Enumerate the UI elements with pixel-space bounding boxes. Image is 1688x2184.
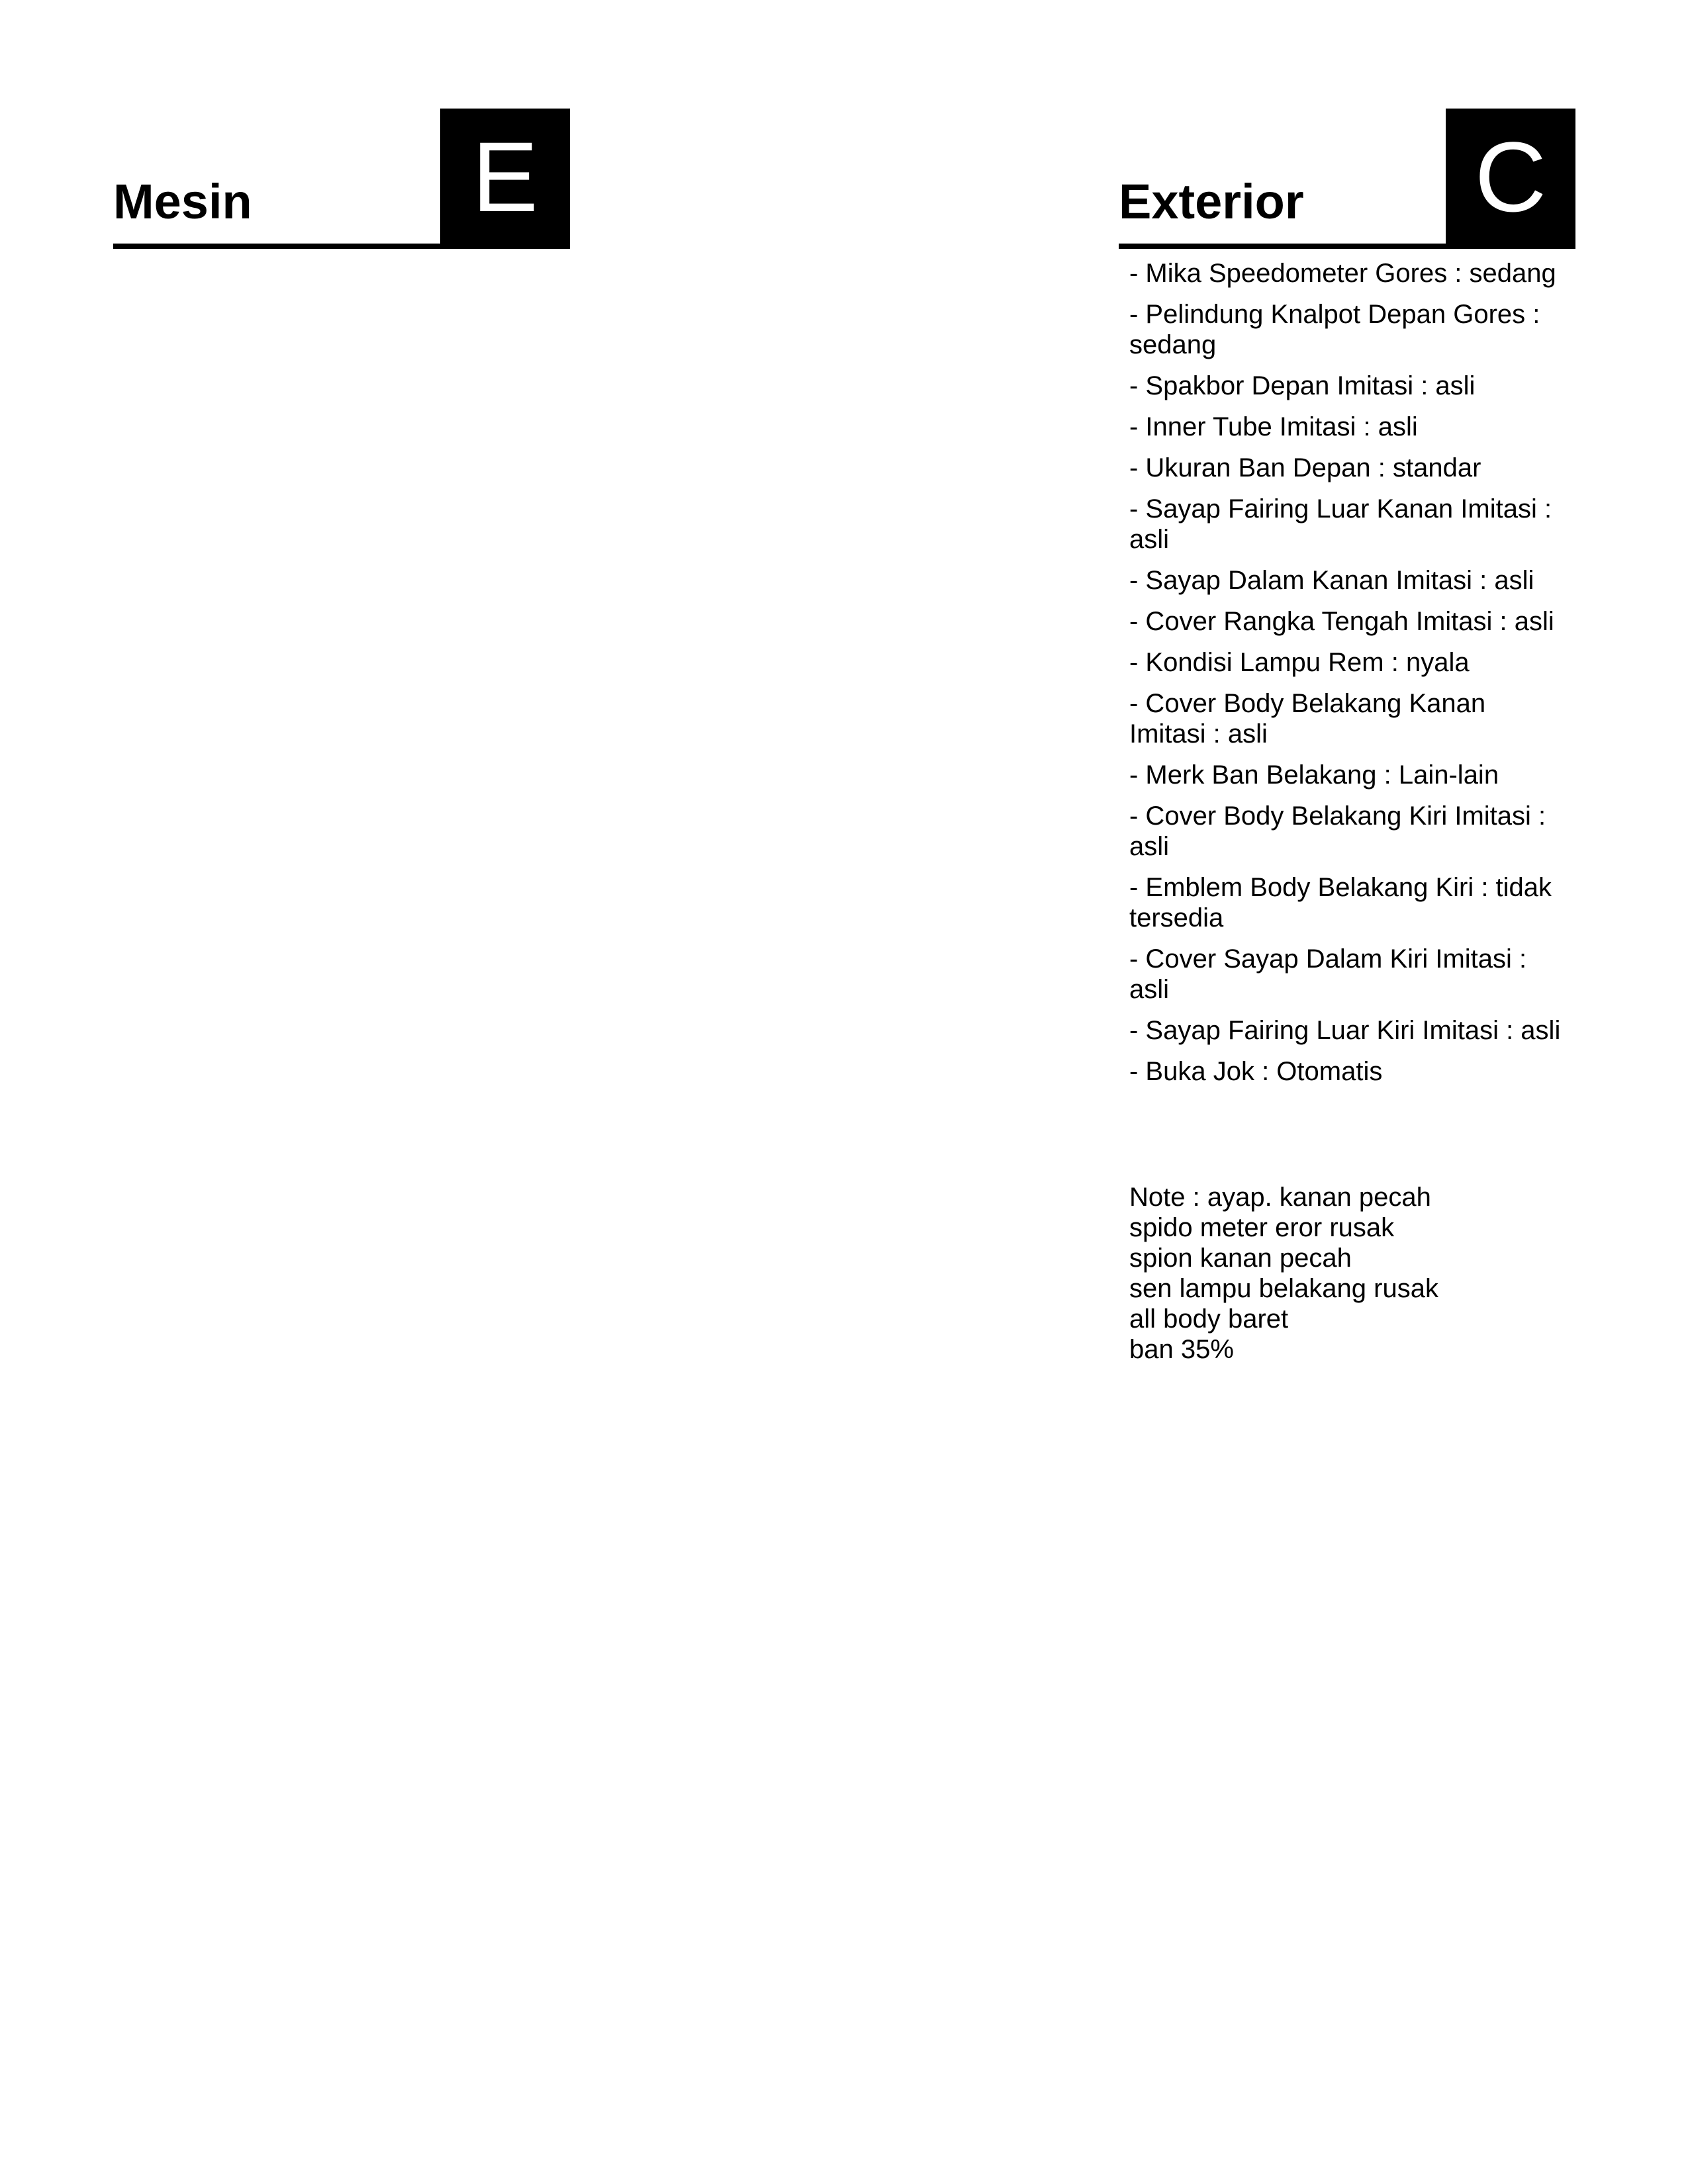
grade-badge-exterior: C	[1446, 109, 1575, 245]
list-item: - Cover Sayap Dalam Kiri Imitasi : asli	[1129, 944, 1527, 1004]
list-item: - Sayap Dalam Kanan Imitasi : asli	[1129, 566, 1534, 595]
list-item: - Inner Tube Imitasi : asli	[1129, 412, 1418, 441]
list-item: - Pelindung Knalpot Depan Gores : sedang	[1129, 300, 1540, 359]
note-block	[1129, 1182, 1566, 1365]
section-mesin	[113, 109, 570, 249]
list-item: - Cover Body Belakang Kanan Imitasi : asli	[1129, 689, 1486, 749]
note-line: spion kanan pecah	[1129, 1244, 1352, 1273]
list-item: - Sayap Fairing Luar Kiri Imitasi : asli	[1129, 1016, 1561, 1045]
section-exterior	[1119, 109, 1575, 249]
list-item: - Spakbor Depan Imitasi : asli	[1129, 371, 1476, 400]
list-item: - Sayap Fairing Luar Kanan Imitasi : asli	[1129, 494, 1552, 554]
list-item: - Emblem Body Belakang Kiri : tidak tersedia	[1129, 873, 1552, 933]
list-item: - Mika Speedometer Gores : sedang	[1129, 259, 1556, 288]
list-item: - Cover Body Belakang Kiri Imitasi : asli	[1129, 801, 1546, 861]
section-title-exterior: Exterior	[1119, 174, 1304, 229]
grade-badge-mesin: E	[440, 109, 570, 245]
list-item: - Cover Rangka Tengah Imitasi : asli	[1129, 607, 1554, 636]
note-line: ban 35%	[1129, 1335, 1234, 1364]
note-line: Note : ayap. kanan pecah	[1129, 1183, 1431, 1212]
list-item: - Kondisi Lampu Rem : nyala	[1129, 648, 1470, 677]
section-divider-exterior	[1119, 244, 1575, 249]
section-divider-mesin	[113, 244, 570, 249]
list-item: - Buka Jok : Otomatis	[1129, 1057, 1383, 1086]
section-title-mesin: Mesin	[113, 174, 252, 229]
note-line: spido meter eror rusak	[1129, 1213, 1395, 1242]
note-line: sen lampu belakang rusak	[1129, 1274, 1438, 1303]
list-item: - Ukuran Ban Depan : standar	[1129, 453, 1481, 482]
list-item: - Merk Ban Belakang : Lain-lain	[1129, 760, 1499, 790]
note-line: all body baret	[1129, 1304, 1289, 1334]
exterior-item-list	[1129, 258, 1566, 1097]
